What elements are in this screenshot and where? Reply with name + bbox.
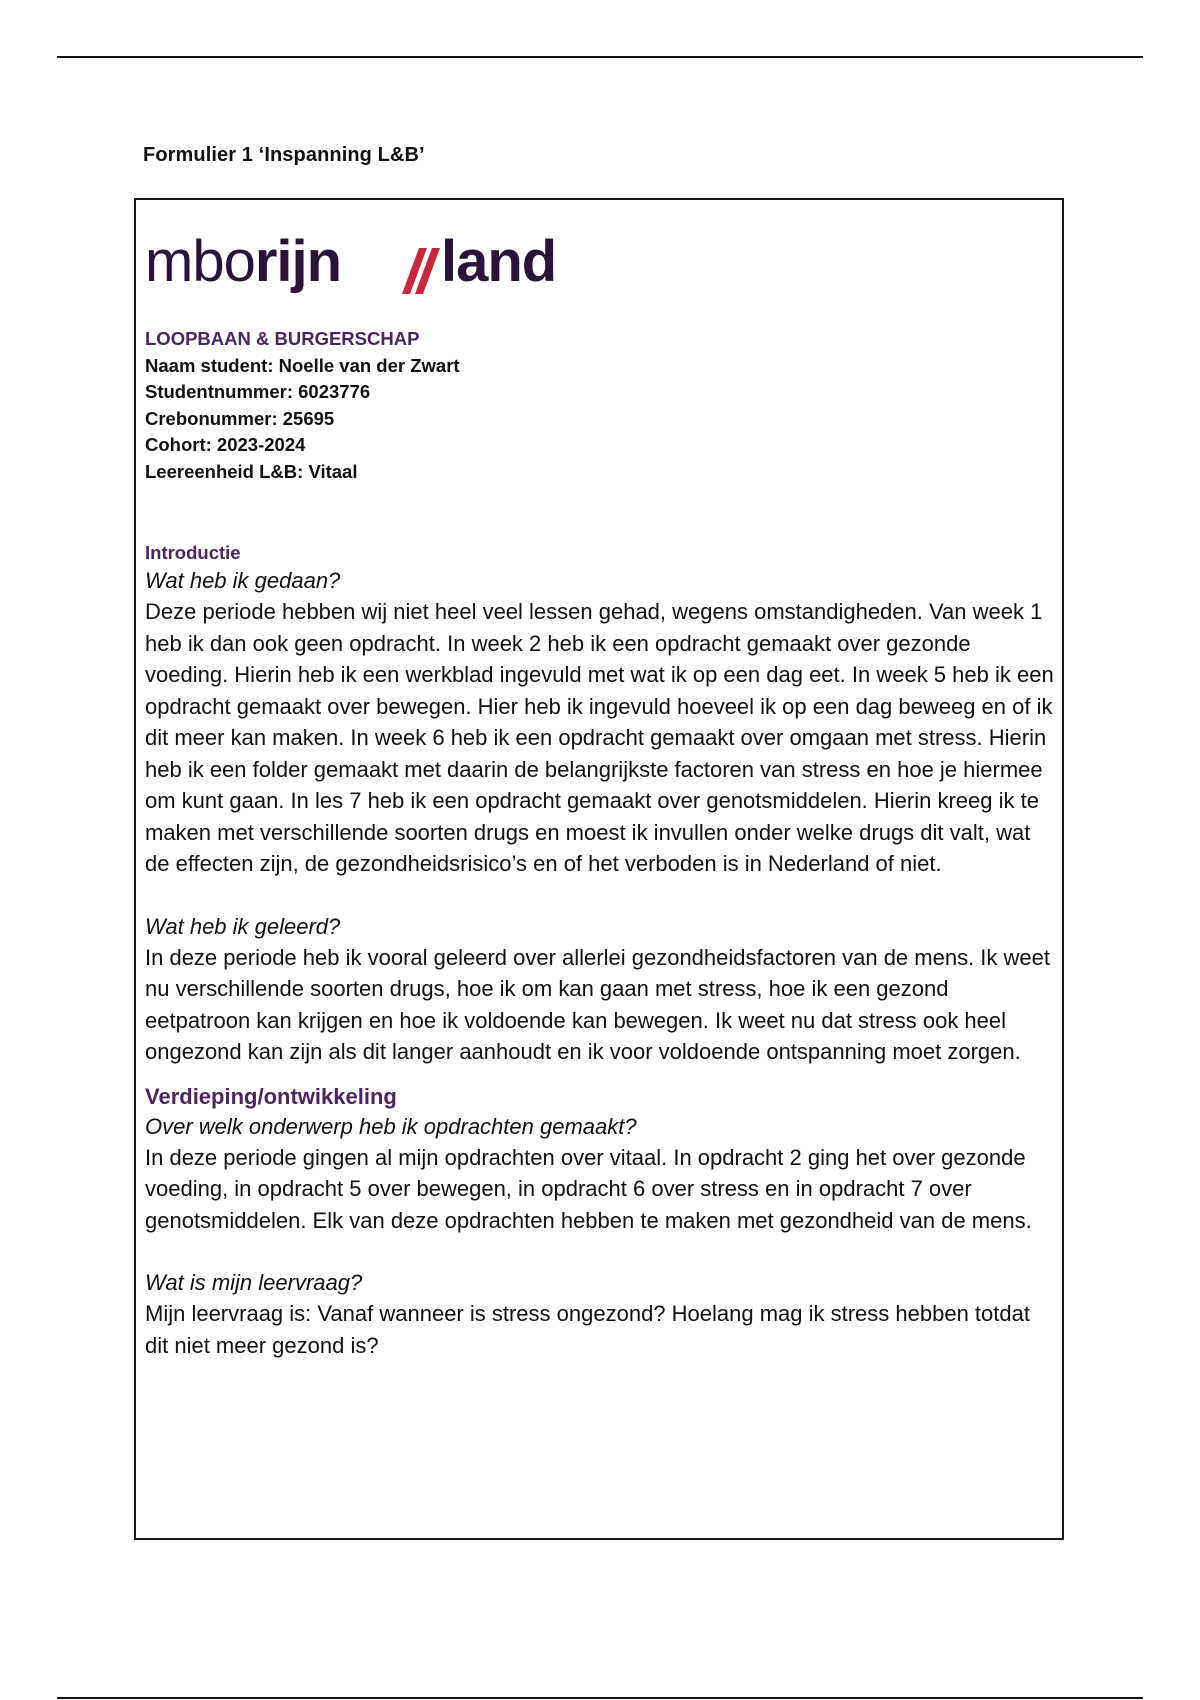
form-title: Formulier 1 ‘Inspanning L&B’ [143,144,425,166]
cohort: Cohort: 2023-2024 [145,434,306,455]
logo-text-rijn: rijn [254,229,342,294]
deepening-question-1: Over welk onderwerp heb ik opdrachten gemaakt? [145,1113,637,1139]
deepening-answer-1: In deze periode gingen al mijn opdrachten over vitaal. In opdracht 2 ging het over gezonde voeding, in opdracht 5 over bewegen, in opdracht 6 over stress en in opdracht 7 over genotsmiddelen. Elk van deze opdrachten hebben te maken met gezondheid van de mens. [145,1144,1032,1233]
student-number: Studentnummer: 6023776 [145,381,371,402]
bottom-rule [57,1697,1143,1699]
deepening-heading: Verdieping/ontwikkeling [145,1083,397,1109]
student-meta [145,326,460,485]
intro-answer-2: In deze periode heb ik vooral geleerd over allerlei gezondheidsfactoren van de mens. Ik weet nu verschillende soorten drugs, hoe ik om kan gaan met stress, hoe ik een gezond eetpatroon kan krijgen en hoe ik voldoende kan bewegen. Ik weet nu dat stress ook heel ongezond kan zijn als dit langer aanhoudt en ik voor voldoende ontspanning moet zorgen. [145,944,1050,1064]
svg-text:mborijn [145,229,341,294]
deepening-question-2: Wat is mijn leervraag? [145,1270,363,1295]
learning-unit: Leereenheid L&B: Vitaal [145,460,358,482]
form-frame [134,198,1064,1540]
student-name: Naam student: Noelle van der Zwart [145,354,460,376]
top-rule [57,56,1143,58]
intro-question-1: Wat heb ik gedaan? [145,568,341,593]
crebo-number: Crebonummer: 25695 [145,407,335,429]
intro-heading: Introductie [145,542,241,563]
deepening-answer-2: Mijn leervraag is: Vanaf wanneer is stress ongezond? Hoelang mag ik stress hebben totdat dit niet meer gezond is? [145,1301,1030,1358]
course-title: LOOPBAAN & BURGERSCHAP [145,328,420,349]
logo-text-land: land [441,229,557,294]
intro-question-2: Wat heb ik geleerd? [145,913,341,939]
document-body [145,540,1057,1361]
logo-text-mbo: mbo [145,229,255,294]
logo-slashes-icon [402,248,440,294]
mborijnland-logo [145,226,565,302]
intro-answer-1: Deze periode hebben wij niet heel veel lessen gehad, wegens omstandigheden. Van week 1 heb ik dan ook geen opdracht. In week 2 heb ik een opdracht gemaakt over gezonde voeding. Hierin heb ik een werkblad ingevuld met wat ik op een dag eet. In week 5 heb ik een opdracht gemaakt over bewegen. Hier heb ik ingevuld hoeveel ik op een dag beweeg en of ik dit meer kan maken. In week 6 heb ik een opdracht gemaakt over omgaan met stress. Hierin heb ik een folder gemaakt met daarin de belangrijkste factoren van stress en hoe je hiermee om kunt gaan. In les 7 heb ik een opdracht gemaakt over genotsmiddelen. Hierin kreeg ik te maken met verschillende soorten drugs en moest ik invullen onder welke drugs dit valt, wat de effecten zijn, de gezondheidsrisico’s en of het verboden is in Nederland of niet. [145,599,1054,876]
